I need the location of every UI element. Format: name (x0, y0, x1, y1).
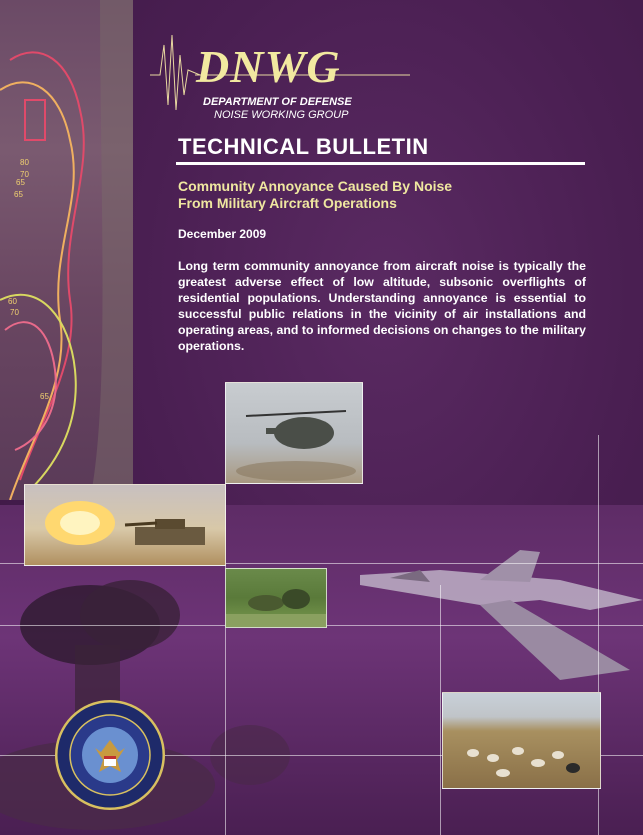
tank-photo (24, 484, 226, 566)
page-title: TECHNICAL BULLETIN (178, 134, 429, 159)
helicopter-photo (225, 382, 363, 484)
map-label: 65 (16, 178, 25, 187)
subtitle-line-1: Community Annoyance Caused By Noise (178, 178, 453, 194)
map-label: 65 (40, 392, 49, 401)
department-line: DEPARTMENT OF DEFENSE (203, 96, 352, 108)
publication-date: December 2009 (178, 227, 267, 241)
soldiers-photo (225, 568, 327, 628)
map-label: 60 (8, 297, 17, 306)
grid-line (440, 585, 441, 835)
map-label: 65 (14, 190, 23, 199)
dnwg-logo: DNWG (196, 41, 341, 92)
contour-lines (0, 0, 133, 500)
dod-seal-icon (55, 700, 165, 810)
noise-contour-map (0, 0, 133, 500)
map-label: 70 (10, 308, 19, 317)
map-label: 70 (20, 170, 29, 179)
working-group-line: NOISE WORKING GROUP (214, 109, 349, 121)
map-label: 80 (20, 158, 29, 167)
title-divider (176, 162, 585, 165)
subtitle-line-2: From Military Aircraft Operations (178, 195, 397, 211)
abstract-text: Long term community annoyance from aircraft noise is typically the greatest adverse effect of low altitude, subsonic overflights of residential populations. Understanding annoyance is essential to successful public relations in the vicinity of air installations and operating areas, and to informed decisions on changes to the military operations. (178, 259, 586, 353)
sheep-photo (442, 692, 601, 789)
